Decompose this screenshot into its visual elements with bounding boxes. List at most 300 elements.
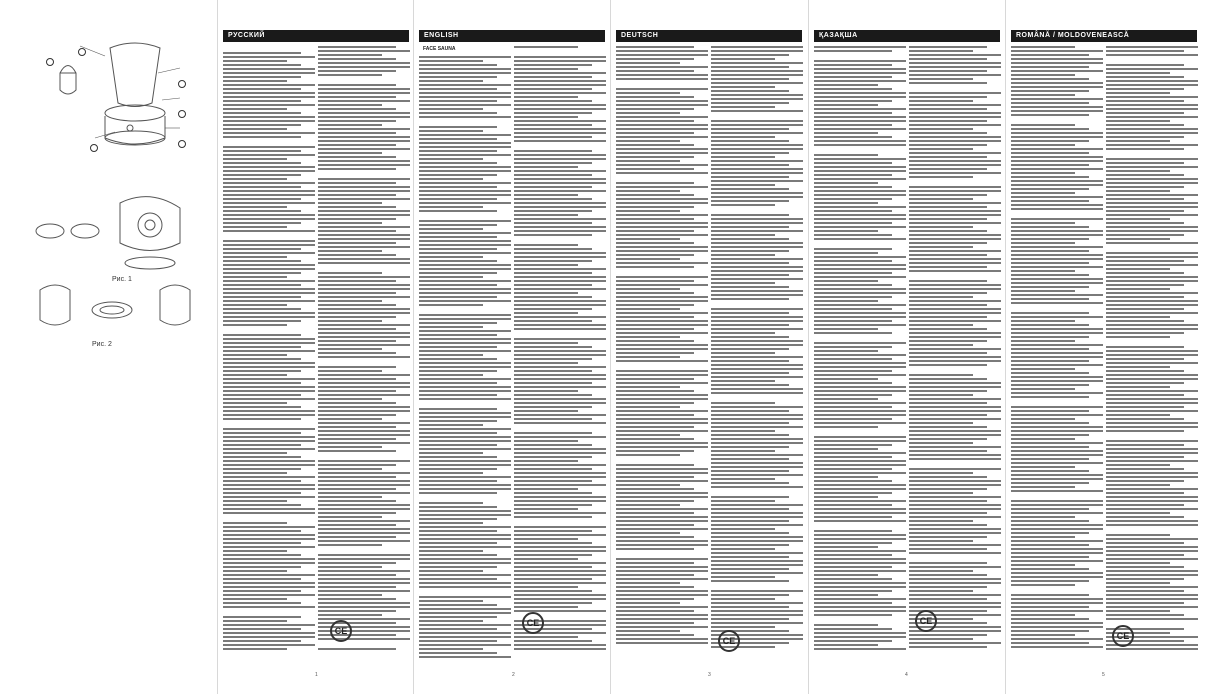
text-line [909, 598, 987, 600]
text-line [711, 312, 789, 314]
text-line [909, 602, 1001, 604]
text-line [514, 178, 606, 180]
text-line [1106, 476, 1198, 478]
text-line [419, 104, 511, 106]
text-line [514, 170, 606, 172]
text-line [711, 316, 803, 318]
text-line [1106, 272, 1184, 274]
text-line [318, 554, 410, 556]
text-line [814, 468, 892, 470]
text-line [1011, 372, 1089, 374]
text-line [223, 68, 315, 70]
text-line [909, 100, 973, 102]
text-line [223, 538, 315, 540]
text-line [514, 582, 606, 584]
text-line [318, 186, 410, 188]
text-line [711, 532, 789, 534]
text-line [514, 492, 592, 494]
text-line [318, 280, 396, 282]
text-line [814, 402, 906, 404]
text-line [814, 472, 906, 474]
text-line [909, 414, 987, 416]
text-line [711, 168, 803, 170]
text-line [419, 378, 511, 380]
text-line [318, 438, 396, 440]
text-line [1106, 610, 1170, 612]
text-line [223, 406, 301, 408]
text-line [1106, 406, 1184, 408]
text-line [514, 440, 578, 442]
ce-mark: CE [522, 612, 544, 634]
text-line [814, 500, 906, 502]
text-line [711, 470, 789, 472]
text-line [711, 482, 789, 484]
text-line [419, 330, 511, 332]
text-line [1106, 238, 1170, 240]
text-line [1106, 222, 1184, 224]
text-line [711, 610, 803, 612]
text-line [318, 254, 396, 256]
text-line [419, 636, 511, 638]
text-line [1106, 410, 1198, 412]
text-line [1011, 572, 1103, 574]
text-line [814, 512, 906, 514]
text-line [1106, 496, 1198, 498]
text-line [711, 270, 803, 272]
text-line [1011, 58, 1103, 60]
text-line [1106, 562, 1170, 564]
text-line [419, 292, 511, 294]
text-line [1106, 574, 1198, 576]
text-line [814, 268, 906, 270]
text-line [318, 594, 382, 596]
text-line [616, 336, 680, 338]
text-line [616, 378, 694, 380]
text-line [514, 190, 606, 192]
text-line [909, 446, 1001, 448]
text-line [1011, 164, 1089, 166]
text-line [616, 520, 708, 522]
text-line [1106, 512, 1170, 514]
text-line [814, 60, 906, 62]
text-line [1106, 546, 1198, 548]
text-line [711, 176, 789, 178]
text-line [419, 534, 511, 536]
text-line [909, 386, 1001, 388]
text-line [814, 606, 906, 608]
text-line [514, 226, 606, 228]
text-line [419, 570, 483, 572]
text-line [711, 226, 789, 228]
text-line [909, 586, 987, 588]
text-line [318, 398, 382, 400]
text-line [514, 488, 578, 490]
text-line [1011, 392, 1103, 394]
text-line [419, 604, 497, 606]
text-line [616, 182, 694, 184]
text-line [1106, 484, 1170, 486]
text-line [514, 136, 592, 138]
text-line [1011, 222, 1075, 224]
text-line [909, 62, 1001, 64]
text-line [909, 582, 1001, 584]
text-line [223, 582, 315, 584]
text-line [711, 454, 803, 456]
text-line [318, 288, 410, 290]
text-line [711, 496, 789, 498]
ce-mark: CE [718, 630, 740, 652]
text-line [616, 426, 694, 428]
text-line [318, 426, 396, 428]
text-line [814, 72, 906, 74]
text-line [1011, 348, 1089, 350]
text-line [1011, 396, 1089, 398]
text-line [616, 532, 680, 534]
text-line [616, 108, 694, 110]
text-line [514, 186, 592, 188]
text-line [223, 226, 287, 228]
text-line [223, 166, 315, 168]
text-line [909, 332, 1001, 334]
text-line [814, 358, 892, 360]
text-line [616, 570, 708, 572]
text-line [318, 320, 382, 322]
text-line [909, 46, 987, 48]
text-line [514, 484, 606, 486]
text-line [909, 254, 987, 256]
text-line [318, 414, 396, 416]
text-line [616, 602, 680, 604]
text-line [909, 312, 1001, 314]
text-line [1011, 470, 1089, 472]
text-line [616, 464, 694, 466]
text-line [318, 622, 396, 624]
text-line [318, 234, 410, 236]
text-line [909, 516, 1001, 518]
text-line [1106, 112, 1184, 114]
text-line [616, 582, 680, 584]
text-line [1106, 468, 1184, 470]
text-line [814, 88, 892, 90]
text-line [1106, 648, 1198, 650]
text-line [616, 320, 708, 322]
text-line [1106, 230, 1198, 232]
text-line [318, 488, 396, 490]
text-line [514, 594, 606, 596]
text-line [711, 560, 803, 562]
text-line [419, 448, 511, 450]
text-line [318, 496, 382, 498]
text-line [514, 546, 606, 548]
text-line [419, 304, 483, 306]
text-line [711, 520, 789, 522]
text-line [616, 480, 708, 482]
text-line [223, 100, 301, 102]
text-line [616, 234, 708, 236]
text-line [909, 394, 973, 396]
text-line [814, 636, 906, 638]
text-line [711, 294, 803, 296]
text-line [223, 508, 315, 510]
text-line [1011, 352, 1103, 354]
text-line [909, 360, 1001, 362]
page-number: 1 [315, 672, 318, 678]
text-line [616, 626, 708, 628]
text-line [814, 378, 878, 380]
text-line [814, 480, 892, 482]
text-line [814, 542, 892, 544]
text-line [1011, 66, 1089, 68]
text-line [1106, 144, 1198, 146]
text-line [514, 206, 606, 208]
text-line [711, 196, 803, 198]
text-line [318, 472, 410, 474]
text-line [223, 154, 315, 156]
text-line [1106, 72, 1170, 74]
text-line [1011, 544, 1089, 546]
text-line [616, 356, 680, 358]
text-line [616, 74, 708, 76]
text-line [711, 278, 803, 280]
text-line [616, 476, 694, 478]
text-line [223, 132, 315, 134]
text-line [223, 366, 315, 368]
text-line [909, 66, 1001, 68]
text-line [514, 436, 606, 438]
text-line [514, 154, 606, 156]
text-line [616, 566, 708, 568]
text-line [1106, 264, 1198, 266]
text-line [514, 570, 606, 572]
text-line [223, 284, 301, 286]
text-line [223, 566, 301, 568]
text-line [318, 152, 382, 154]
text-line [419, 202, 511, 204]
text-line [514, 120, 606, 122]
text-line [419, 596, 511, 598]
text-line [223, 72, 315, 74]
text-line [616, 630, 680, 632]
text-line [1011, 576, 1103, 578]
text-line [223, 578, 301, 580]
text-line [616, 88, 708, 90]
text-line [318, 536, 396, 538]
text-line [419, 354, 483, 356]
text-line [1011, 208, 1103, 210]
text-line [814, 50, 892, 52]
text-line [814, 644, 878, 646]
text-line [616, 634, 694, 636]
text-line [1106, 504, 1184, 506]
text-line [223, 644, 315, 646]
text-line [1011, 638, 1103, 640]
text-line [616, 288, 680, 290]
text-line [318, 460, 410, 462]
text-line [616, 54, 708, 56]
text-line [814, 264, 906, 266]
text-line [223, 526, 315, 528]
text-line [223, 280, 315, 282]
text-line [616, 418, 708, 420]
text-line [814, 594, 878, 596]
text-column [223, 46, 315, 652]
text-line [318, 434, 410, 436]
text-line [1011, 274, 1089, 276]
text-line [616, 96, 694, 98]
text-line [616, 116, 708, 118]
text-line [711, 458, 789, 460]
text-line [1011, 324, 1089, 326]
text-line [223, 534, 315, 536]
text-line [1011, 626, 1103, 628]
text-line [223, 374, 287, 376]
text-line [1011, 176, 1089, 178]
text-line [223, 162, 301, 164]
fold-line [413, 0, 414, 694]
text-line [419, 526, 511, 528]
text-line [814, 272, 892, 274]
text-line [514, 292, 578, 294]
text-line [223, 632, 315, 634]
text-line [514, 56, 606, 58]
text-line [814, 300, 878, 302]
text-line [223, 452, 287, 454]
text-line [318, 148, 410, 150]
text-line [223, 108, 287, 110]
text-line [514, 296, 592, 298]
text-line [1106, 324, 1198, 326]
text-line [711, 90, 789, 92]
text-line [223, 594, 315, 596]
text-line [616, 558, 708, 560]
text-line [318, 104, 382, 106]
text-line [814, 366, 906, 368]
text-line [1106, 456, 1184, 458]
text-line [814, 154, 878, 156]
text-line [318, 410, 410, 412]
text-line [318, 394, 410, 396]
text-line [419, 178, 483, 180]
text-line [223, 150, 301, 152]
text-line [909, 454, 1001, 456]
text-line [318, 312, 410, 314]
fold-line [610, 0, 611, 694]
text-line [1106, 590, 1184, 592]
text-line [419, 616, 497, 618]
text-line [909, 234, 1001, 236]
text-line [711, 246, 803, 248]
text-line [318, 112, 410, 114]
text-line [318, 198, 410, 200]
text-line [419, 476, 511, 478]
text-line [711, 438, 803, 440]
text-line [419, 640, 497, 642]
text-line [1106, 234, 1184, 236]
text-line [616, 614, 708, 616]
text-line [616, 348, 708, 350]
text-line [616, 50, 708, 52]
part-callout [78, 48, 86, 56]
text-line [318, 520, 410, 522]
text-line [514, 590, 592, 592]
text-line [514, 132, 606, 134]
text-line [318, 62, 410, 64]
text-line [419, 244, 511, 246]
text-line [1011, 316, 1103, 318]
text-line [616, 410, 708, 412]
text-line [318, 464, 396, 466]
text-line [711, 298, 789, 300]
text-line [711, 548, 775, 550]
text-line [909, 270, 1001, 272]
text-line [514, 234, 592, 236]
text-line [318, 476, 396, 478]
text-line [419, 252, 511, 254]
text-line [814, 590, 892, 592]
text-line [909, 508, 1001, 510]
text-line [223, 256, 287, 258]
text-line [318, 382, 410, 384]
text-line [419, 362, 511, 364]
text-line [1106, 92, 1170, 94]
text-line [1011, 144, 1075, 146]
text-line [711, 478, 775, 480]
text-line [909, 78, 973, 80]
text-line [616, 394, 708, 396]
text-line [814, 190, 906, 192]
text-line [616, 492, 708, 494]
text-line [1106, 350, 1198, 352]
text-line [318, 614, 382, 616]
text-line [616, 414, 694, 416]
text-line [318, 332, 410, 334]
text-line [1011, 580, 1089, 582]
section-header-ro: ROMÂNĂ / MOLDOVENEASCĂ [1011, 30, 1197, 42]
text-line [318, 406, 410, 408]
text-line [814, 346, 892, 348]
text-line [419, 342, 511, 344]
text-line [419, 484, 511, 486]
text-line [318, 386, 410, 388]
text-line [1011, 594, 1089, 596]
text-line [616, 58, 694, 60]
text-line [616, 430, 708, 432]
text-line [909, 292, 987, 294]
text-line [223, 476, 315, 478]
text-line [814, 170, 906, 172]
text-line [616, 62, 680, 64]
text-line [1106, 256, 1198, 258]
text-line [909, 382, 1001, 384]
text-line [814, 214, 906, 216]
text-line [909, 570, 973, 572]
text-line [419, 578, 497, 580]
text-line [909, 296, 973, 298]
text-line [223, 606, 315, 608]
text-line [514, 272, 592, 274]
text-line [1011, 286, 1089, 288]
text-line [711, 250, 789, 252]
text-line [814, 436, 906, 438]
text-line [1106, 598, 1198, 600]
text-line [814, 292, 906, 294]
text-line [223, 334, 301, 336]
text-line [909, 58, 987, 60]
text-line [1011, 200, 1089, 202]
text-line [514, 108, 606, 110]
text-line [318, 262, 410, 264]
text-line [223, 112, 301, 114]
